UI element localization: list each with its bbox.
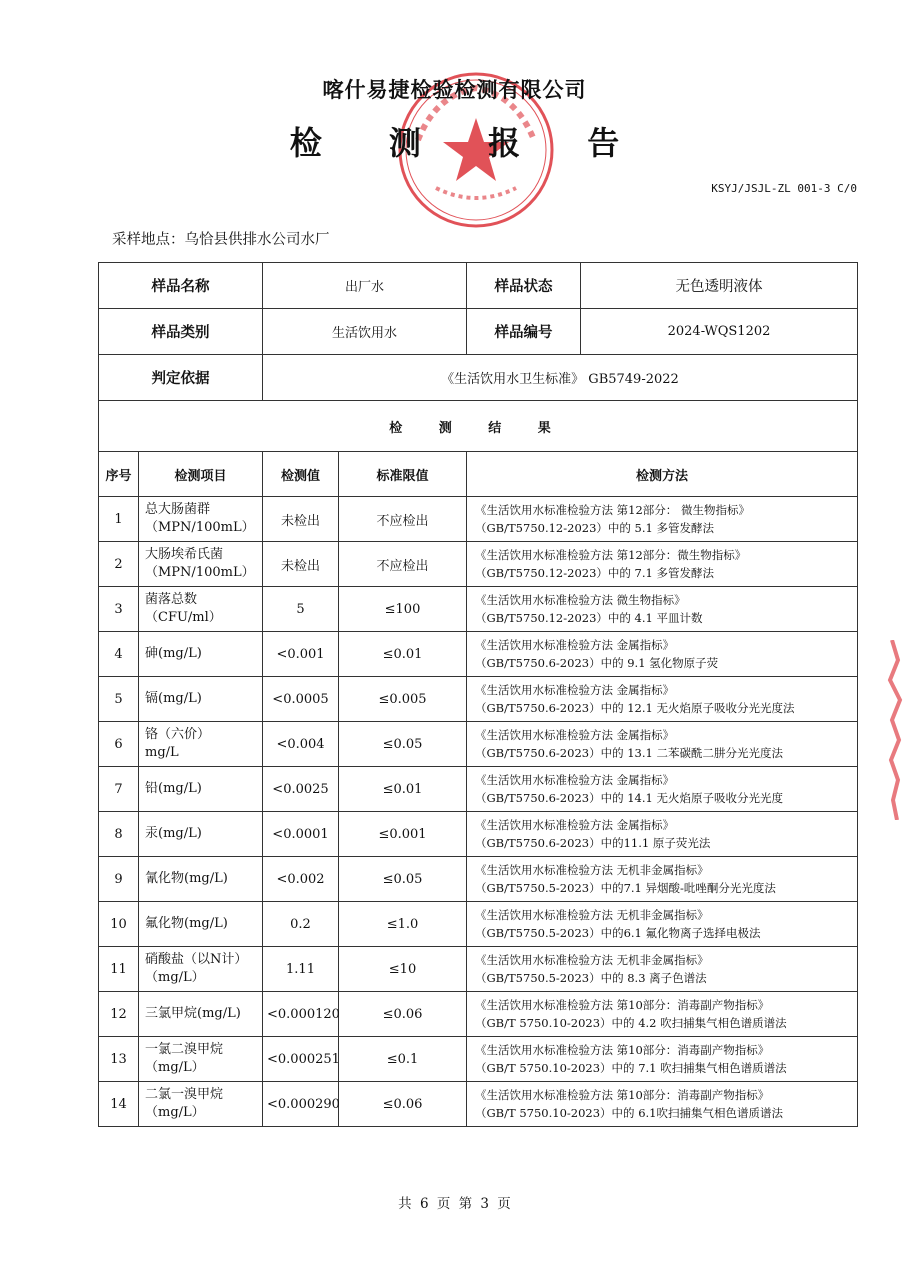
sample-state: 无色透明液体 [675, 279, 763, 295]
row-value: <0.0005 [263, 677, 339, 722]
side-seal-mark-icon [884, 640, 906, 820]
sample-number: 2024-WQS1202 [667, 324, 771, 339]
row-method-standard: 《生活饮用水标准检验方法 第10部分：消毒副产物指标》 [475, 1088, 770, 1102]
row-no: 4 [99, 632, 139, 677]
row-limit: ≤0.06 [339, 1082, 467, 1127]
row-method-standard: 《生活饮用水标准检验方法 无机非金属指标》 [475, 908, 709, 922]
basis: 《生活饮用水卫生标准》 GB5749-2022 [263, 355, 858, 401]
row-no: 11 [99, 947, 139, 992]
row-method [467, 1037, 858, 1082]
col-no-header: 序号 [99, 452, 139, 497]
row-method-standard: 《生活饮用水标准检验方法 微生物指标》 [475, 593, 686, 607]
row-item-unit: mg/L [145, 745, 179, 760]
row-item [139, 902, 263, 947]
row-method-clause: （GB/T 5750.10-2023）中的 7.1 吹扫捕集气相色谱质谱法 [475, 1061, 787, 1075]
row-limit: ≤0.05 [339, 722, 467, 767]
report-table [98, 262, 858, 1127]
sampling-location-label: 采样地点： [112, 232, 185, 248]
row-method-standard: 《生活饮用水标准检验方法 金属指标》 [475, 638, 675, 652]
row-item [139, 947, 263, 992]
row-method-standard: 《生活饮用水标准检验方法 无机非金属指标》 [475, 863, 709, 877]
table-row [99, 1037, 858, 1082]
col-item-header: 检测项目 [139, 452, 263, 497]
results-rows [99, 497, 858, 1127]
row-value: <0.000290 [263, 1082, 339, 1127]
table-row [99, 902, 858, 947]
row-item-name: 铅(mg/L) [145, 781, 202, 796]
row-method-standard: 《生活饮用水标准检验方法 第10部分：消毒副产物指标》 [475, 1043, 770, 1057]
row-limit: ≤0.005 [339, 677, 467, 722]
row-item-unit: （mg/L） [145, 1105, 205, 1120]
row-method-clause: （GB/T5750.5-2023）中的6.1 氟化物离子选择电极法 [475, 926, 761, 940]
row-value: <0.0025 [263, 767, 339, 812]
row-value: 5 [263, 587, 339, 632]
row-item [139, 857, 263, 902]
row-item-unit: （MPN/100mL） [145, 565, 255, 580]
row-method-standard: 《生活饮用水标准检验方法 金属指标》 [475, 818, 675, 832]
col-value-header: 检测值 [263, 452, 339, 497]
table-header-row [99, 452, 858, 497]
row-no: 7 [99, 767, 139, 812]
sample-name-label: 样品名称 [99, 263, 263, 309]
company-name: 喀什易捷检验检测有限公司 [322, 78, 587, 102]
page-footer: 共 6 页 第 3 页 [398, 1196, 511, 1212]
sample-number-label: 样品编号 [467, 309, 581, 354]
row-item [139, 587, 263, 632]
row-method-standard: 《生活饮用水标准检验方法 无机非金属指标》 [475, 953, 709, 967]
col-limit-header: 标准限值 [339, 452, 467, 497]
row-value: 未检出 [263, 542, 339, 587]
row-no: 2 [99, 542, 139, 587]
report-code: KSYJ/JSJL-ZL 001-3 C/0 [711, 182, 857, 195]
row-value: 0.2 [263, 902, 339, 947]
table-row [99, 632, 858, 677]
row-method-clause: （GB/T5750.6-2023）中的 13.1 二苯碳酰二肼分光光度法 [475, 746, 783, 760]
row-method [467, 812, 858, 857]
row-method-standard: 《生活饮用水标准检验方法 金属指标》 [475, 728, 675, 742]
row-method [467, 722, 858, 767]
table-row [99, 587, 858, 632]
row-limit: 不应检出 [339, 497, 467, 542]
row-method-clause: （GB/T5750.6-2023）中的 9.1 氢化物原子荧 [475, 656, 719, 670]
row-item [139, 677, 263, 722]
row-item-unit: （mg/L） [145, 1060, 205, 1075]
sample-number-cell [467, 309, 858, 355]
row-item [139, 497, 263, 542]
row-item-name: 氟化物(mg/L) [145, 916, 228, 931]
table-row [99, 992, 858, 1037]
sample-category-label: 样品类别 [99, 309, 263, 355]
row-no: 5 [99, 677, 139, 722]
table-row [99, 1082, 858, 1127]
row-method [467, 857, 858, 902]
sample-state-label: 样品状态 [467, 263, 581, 308]
row-item-name: 氰化物(mg/L) [145, 871, 228, 886]
row-limit: ≤1.0 [339, 902, 467, 947]
info-row-category [99, 309, 858, 355]
table-row [99, 812, 858, 857]
row-item-name: 二氯一溴甲烷 [145, 1087, 224, 1102]
row-method [467, 1082, 858, 1127]
table-row [99, 767, 858, 812]
row-method [467, 497, 858, 542]
row-item-name: 汞(mg/L) [145, 826, 202, 841]
row-method-clause: （GB/T5750.12-2023）中的 7.1 多管发酵法 [475, 566, 714, 580]
row-limit: ≤0.001 [339, 812, 467, 857]
row-method [467, 992, 858, 1037]
row-no: 8 [99, 812, 139, 857]
info-row-basis [99, 355, 858, 401]
info-row-name [99, 263, 858, 309]
row-item [139, 722, 263, 767]
row-no: 12 [99, 992, 139, 1037]
row-method [467, 947, 858, 992]
row-value: <0.000251 [263, 1037, 339, 1082]
row-value: <0.0001 [263, 812, 339, 857]
table-row [99, 677, 858, 722]
row-item-name: 一氯二溴甲烷 [145, 1042, 224, 1057]
row-method-clause: （GB/T5750.12-2023）中的 5.1 多管发酵法 [475, 521, 714, 535]
results-title-row [99, 401, 858, 452]
row-method-clause: （GB/T 5750.10-2023）中的 6.1吹扫捕集气相色谱质谱法 [475, 1106, 783, 1120]
row-item-name: 铬（六价） [145, 727, 211, 742]
row-no: 9 [99, 857, 139, 902]
col-method-header: 检测方法 [467, 452, 858, 497]
row-limit: ≤10 [339, 947, 467, 992]
row-item-unit: （mg/L） [145, 970, 205, 985]
row-method [467, 587, 858, 632]
row-method-clause: （GB/T5750.6-2023）中的11.1 原子荧光法 [475, 836, 711, 850]
table-row [99, 722, 858, 767]
row-no: 14 [99, 1082, 139, 1127]
row-item [139, 1082, 263, 1127]
table-row [99, 947, 858, 992]
row-item [139, 632, 263, 677]
row-method [467, 902, 858, 947]
sample-category: 生活饮用水 [263, 309, 467, 355]
row-method-standard: 《生活饮用水标准检验方法 金属指标》 [475, 773, 675, 787]
sample-state-cell [467, 263, 858, 309]
sampling-location [112, 228, 330, 249]
row-no: 1 [99, 497, 139, 542]
row-method-clause: （GB/T5750.5-2023）中的7.1 异烟酸-吡唑酮分光光度法 [475, 881, 776, 895]
row-value: <0.000120 [263, 992, 339, 1037]
report-title: 检 测 报 告 [289, 124, 648, 162]
row-limit: ≤0.06 [339, 992, 467, 1037]
row-method [467, 632, 858, 677]
row-item-name: 总大肠菌群 [145, 502, 211, 517]
row-item-unit: （MPN/100mL） [145, 520, 255, 535]
row-limit: ≤0.05 [339, 857, 467, 902]
row-no: 13 [99, 1037, 139, 1082]
sampling-location-value: 乌恰县供排水公司水厂 [184, 232, 330, 248]
row-no: 3 [99, 587, 139, 632]
row-item-name: 镉(mg/L) [145, 691, 202, 706]
row-no: 10 [99, 902, 139, 947]
row-limit: ≤100 [339, 587, 467, 632]
row-item [139, 767, 263, 812]
row-method [467, 677, 858, 722]
row-method [467, 767, 858, 812]
row-item-name: 菌落总数 [145, 592, 198, 607]
row-item-name: 硝酸盐（以N计） [145, 952, 248, 967]
row-value: <0.004 [263, 722, 339, 767]
row-method-clause: （GB/T5750.6-2023）中的 12.1 无火焰原子吸收分光光度法 [475, 701, 795, 715]
row-method-clause: （GB/T 5750.10-2023）中的 4.2 吹扫捕集气相色谱质谱法 [475, 1016, 787, 1030]
row-item [139, 812, 263, 857]
sample-name: 出厂水 [263, 263, 467, 309]
row-value: 未检出 [263, 497, 339, 542]
row-limit: 不应检出 [339, 542, 467, 587]
row-limit: ≤0.01 [339, 632, 467, 677]
row-value: 1.11 [263, 947, 339, 992]
row-method-standard: 《生活饮用水标准检验方法 第10部分：消毒副产物指标》 [475, 998, 770, 1012]
row-method-clause: （GB/T5750.5-2023）中的 8.3 离子色谱法 [475, 971, 707, 985]
row-item-name: 大肠埃希氏菌 [145, 547, 224, 562]
row-item-unit: （CFU/ml） [145, 610, 222, 625]
row-method-clause: （GB/T5750.12-2023）中的 4.1 平皿计数 [475, 611, 703, 625]
row-limit: ≤0.1 [339, 1037, 467, 1082]
row-method-standard: 《生活饮用水标准检验方法 第12部分： 微生物指标》 [475, 503, 750, 517]
table-row [99, 542, 858, 587]
table-row [99, 857, 858, 902]
row-method-standard: 《生活饮用水标准检验方法 金属指标》 [475, 683, 675, 697]
row-no: 6 [99, 722, 139, 767]
row-limit: ≤0.01 [339, 767, 467, 812]
table-row [99, 497, 858, 542]
row-method [467, 542, 858, 587]
row-item-name: 砷(mg/L) [145, 646, 202, 661]
basis-label: 判定依据 [99, 355, 263, 401]
row-item-name: 三氯甲烷(mg/L) [145, 1006, 241, 1021]
row-item [139, 992, 263, 1037]
row-method-standard: 《生活饮用水标准检验方法 第12部分：微生物指标》 [475, 548, 747, 562]
row-item [139, 1037, 263, 1082]
row-value: <0.002 [263, 857, 339, 902]
row-method-clause: （GB/T5750.6-2023）中的 14.1 无火焰原子吸收分光光度 [475, 791, 783, 805]
row-value: <0.001 [263, 632, 339, 677]
row-item [139, 542, 263, 587]
results-title: 检 测 结 果 [99, 401, 858, 452]
